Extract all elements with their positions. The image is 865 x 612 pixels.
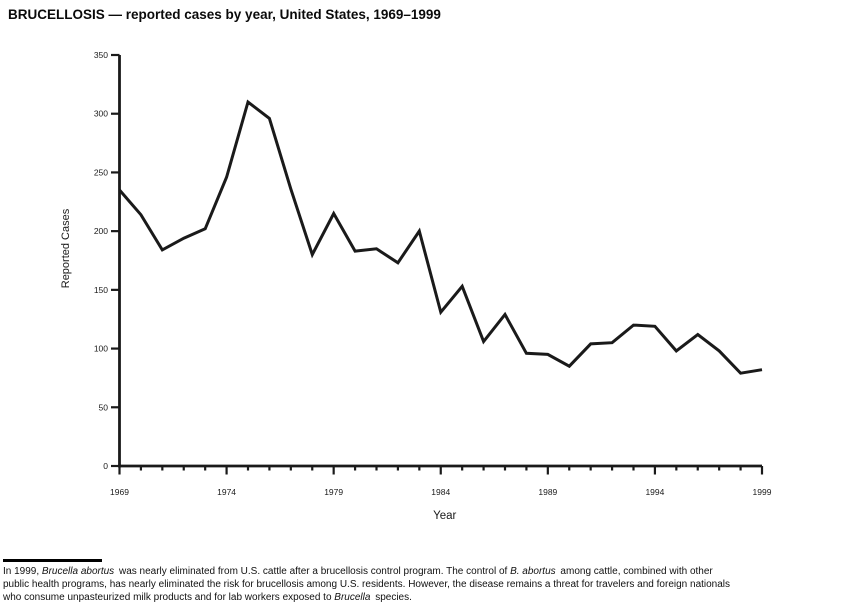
footnote-rule xyxy=(3,559,102,562)
x-tick-label: 1989 xyxy=(538,487,558,497)
footnote xyxy=(3,559,862,605)
chart-title: BRUCELLOSIS — reported cases by year, United States, 1969–1999 xyxy=(8,7,441,22)
y-tick-label: 100 xyxy=(93,343,108,354)
x-tick-label: 1984 xyxy=(431,487,451,497)
y-tick-label: 50 xyxy=(98,402,108,413)
footnote-text xyxy=(3,566,862,605)
y-tick-label: 250 xyxy=(93,167,108,178)
footnote-line: who consume unpasteurized milk products and for lab workers exposed to Brucella species. xyxy=(3,591,412,603)
x-tick-label: 1994 xyxy=(645,487,665,497)
footnote-line: public health programs, has nearly eliminated the risk for brucellosis among U.S. residents. However, the disease remains a threat for travelers and foreign nationals xyxy=(3,578,731,590)
y-tick-label: 300 xyxy=(93,108,108,119)
y-tick-label: 350 xyxy=(93,50,108,60)
y-tick-label: 0 xyxy=(103,461,108,471)
y-tick-label: 150 xyxy=(93,284,108,295)
x-tick-label: 1979 xyxy=(324,487,344,497)
x-axis-title: Year xyxy=(433,510,457,522)
x-tick-label: 1974 xyxy=(217,487,237,497)
y-tick-label: 200 xyxy=(93,226,108,237)
x-tick-label: 1969 xyxy=(110,487,129,497)
x-tick-label: 1999 xyxy=(752,487,772,497)
series-reported-cases xyxy=(120,102,763,373)
footnote-line: In 1999, Brucella abortus was nearly eliminated from U.S. cattle after a brucellosis control program. The control of B. abortus among cattle, combined with other xyxy=(3,566,713,577)
y-axis-title: Reported Cases xyxy=(60,208,72,289)
